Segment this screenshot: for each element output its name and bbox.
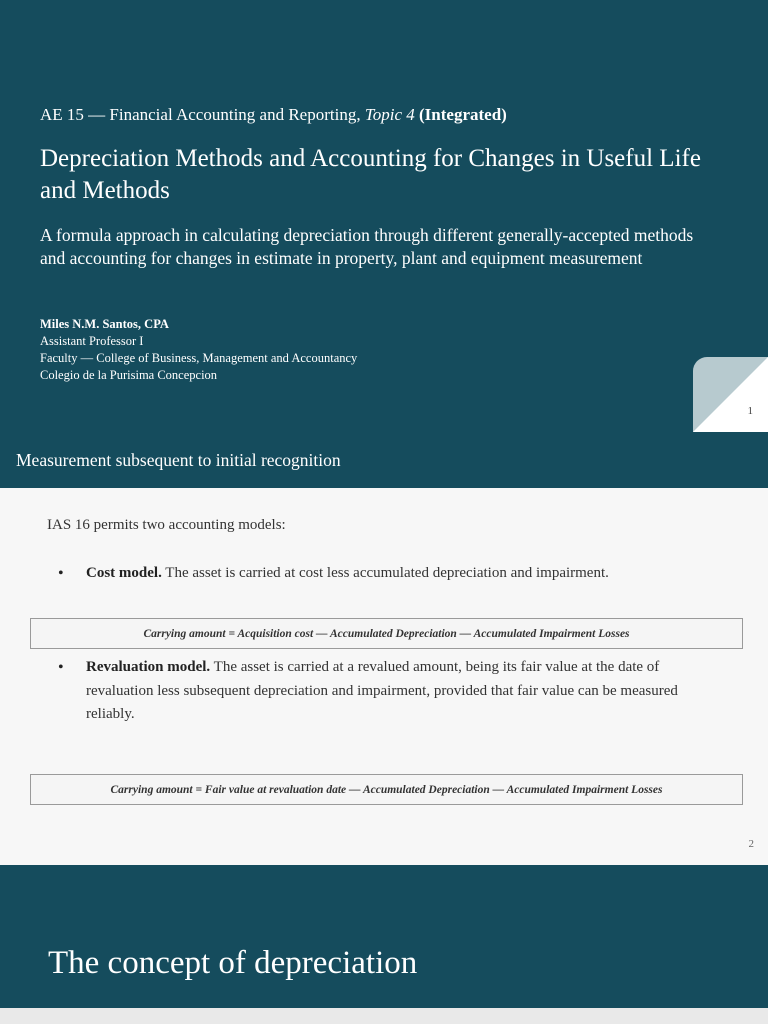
slide-separator [0,1008,768,1024]
author-faculty: Faculty — College of Business, Management and Accountancy [40,351,358,365]
course-line [40,105,507,125]
section-slide [0,865,768,1008]
bullet-text: The asset is carried at a revalued amount, being its fair value at the date of revaluation less subsequent depreciation and impairment, provided that fair value can be measured reliably. [86,659,678,722]
slide-title: Measurement subsequent to initial recognition [16,450,341,470]
author-name: Miles N.M. Santos, CPA [40,317,169,331]
page-corner-fold [693,357,768,432]
intro-text: IAS 16 permits two accounting models: [47,517,286,533]
slide-title: The concept of depreciation [48,945,418,981]
slide-header [0,432,768,488]
course-topic: Topic 4 [364,105,415,124]
author-school: Colegio de la Purisima Concepcion [40,368,218,382]
course-tag: (Integrated) [419,105,507,124]
slide-subtitle: A formula approach in calculating depreciation through different generally-accepted methods and accounting for changes in estimate in property, plant and equipment measurement [40,225,694,268]
cost-formula-box: Carrying amount = Acquisition cost — Accumulated Depreciation — Accumulated Impairment Losses [30,618,743,649]
bullet-label: Cost model. [86,565,162,581]
revaluation-formula-box: Carrying amount = Fair value at revaluation date — Accumulated Depreciation — Accumulated Impairment Losses [30,774,743,805]
bullet-revaluation-model [86,656,726,727]
author-block [40,316,357,384]
page-corner-decoration [693,357,768,432]
page-number: 1 [747,405,753,417]
page-number: 2 [748,838,754,850]
bullet-text: The asset is carried at cost less accumulated depreciation and impairment. [161,565,609,581]
title-slide [0,0,768,432]
content-slide [0,432,768,865]
slide-title: Depreciation Methods and Accounting for Changes in Useful Life and Methods [40,145,701,204]
course-prefix: AE 15 — Financial Accounting and Reporting, [40,105,365,124]
author-role: Assistant Professor I [40,334,144,348]
bullet-cost-model [86,562,726,586]
bullet-label: Revaluation model. [86,659,211,675]
